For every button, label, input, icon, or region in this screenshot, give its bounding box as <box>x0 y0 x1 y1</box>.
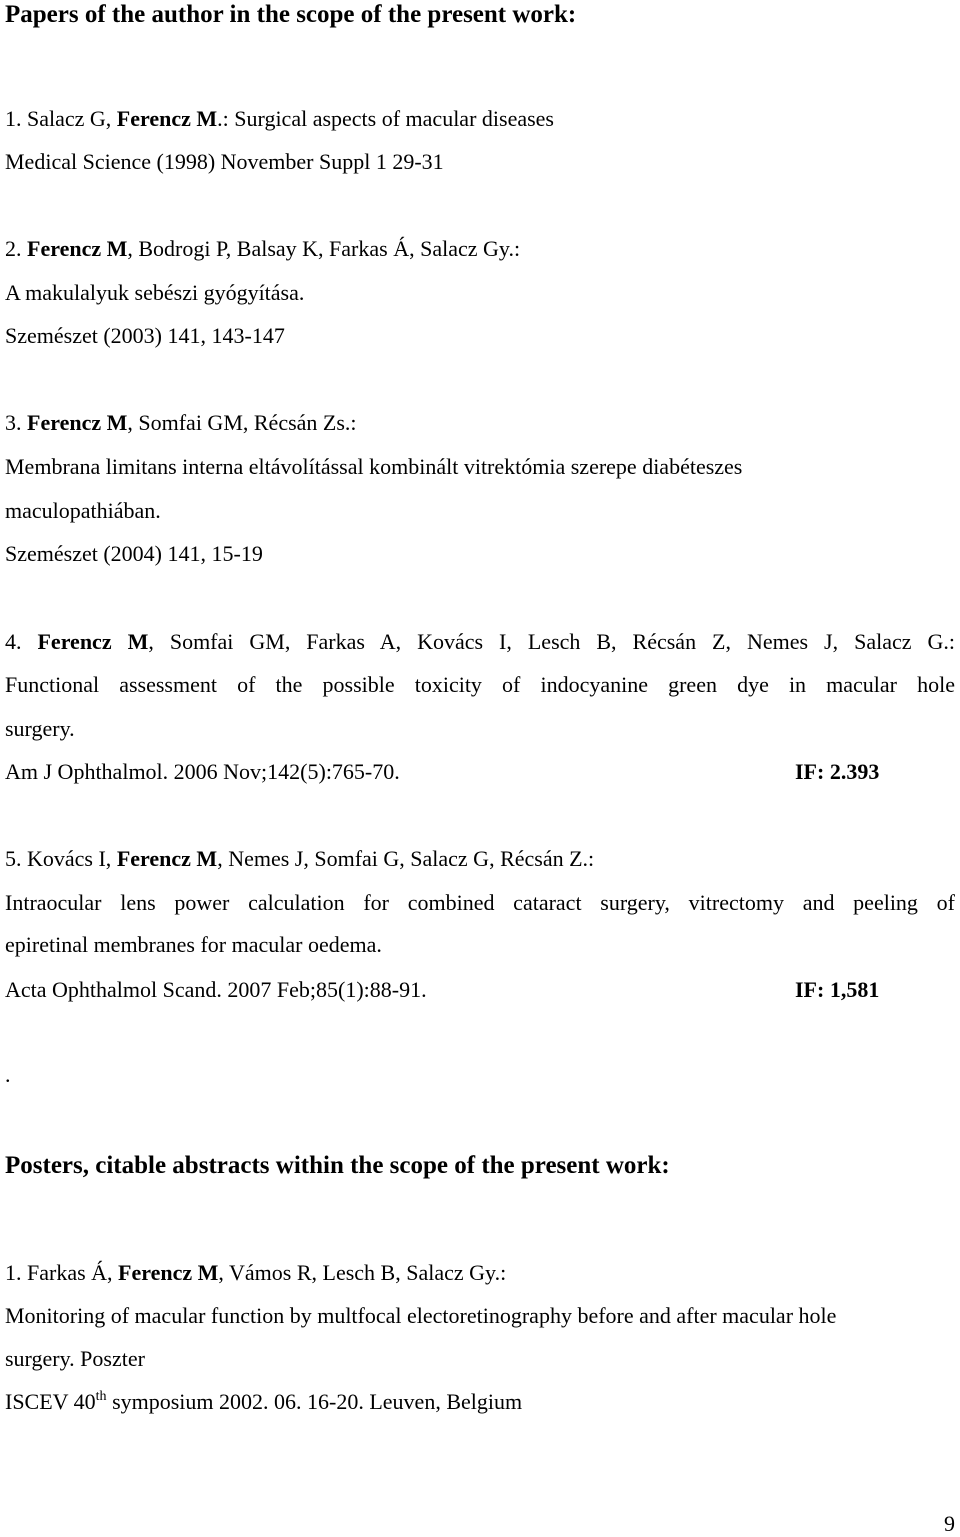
paper-5-author-bold: Ferencz M <box>116 846 218 871</box>
paper-3-authors <box>5 410 357 436</box>
paper-4-title-line-1: Functional assessment of the possible toxicity of indocyanine green dye in macular hole <box>5 672 955 697</box>
poster-1-author-bold: Ferencz M <box>118 1260 219 1285</box>
paper-5-title-line-1: Intraocular lens power calculation for combined cataract surgery, vitrectomy and peeling of <box>5 890 955 915</box>
paper-5-authors <box>5 846 594 872</box>
paper-2-title: A makulalyuk sebészi gyógyítása. <box>5 280 305 305</box>
poster-1-authors-post: , Vámos R, Lesch B, Salacz Gy.: <box>218 1260 507 1285</box>
paper-5-title-line-2: epiretinal membranes for macular oedema. <box>5 932 382 957</box>
paper-2-number: 2. <box>5 236 22 261</box>
page-number: 9 <box>944 1511 955 1536</box>
paper-3-journal: Szemészet (2004) 141, 15-19 <box>5 541 263 566</box>
paper-3-number: 3. <box>5 410 22 435</box>
paper-4-journal <box>5 759 400 785</box>
paper-5-impact-factor: IF: 1,581 <box>795 977 880 1002</box>
paper-5-authors-post: , Nemes J, Somfai G, Salacz G, Récsán Z.: <box>217 846 595 871</box>
paper-2-author-bold: Ferencz M <box>27 236 128 261</box>
paper-3-author-bold: Ferencz M <box>27 410 128 435</box>
paper-2-journal: Szemészet (2003) 141, 143-147 <box>5 323 285 348</box>
paper-1-authors-post: .: Surgical aspects of macular diseases <box>217 106 554 131</box>
paper-4-journal-text: Am J Ophthalmol. 2006 Nov;142(5):765-70. <box>5 759 400 784</box>
paper-5-authors-pre: Kovács I, <box>27 846 112 871</box>
paper-1-authors-pre: Salacz G, <box>27 106 112 131</box>
poster-1-venue-sup: th <box>95 1389 107 1404</box>
poster-1-venue <box>5 1389 522 1415</box>
poster-1-authors-pre: Farkas Á, <box>27 1260 113 1285</box>
paper-1-author-bold: Ferencz M <box>116 106 218 131</box>
poster-1-venue-pre: ISCEV 40 <box>5 1389 96 1414</box>
paper-4-authors <box>5 629 955 655</box>
paper-1-number: 1. <box>5 106 22 131</box>
paper-1-authors <box>5 106 554 132</box>
poster-1-number: 1. <box>5 1260 22 1285</box>
paper-4-title-line-2: surgery. <box>5 716 75 741</box>
paper-4-author-bold: Ferencz M <box>37 629 149 654</box>
paper-1-journal: Medical Science (1998) November Suppl 1 29-31 <box>5 149 444 174</box>
section-heading-posters: Posters, citable abstracts within the scope of the present work: <box>5 1152 670 1179</box>
poster-1-venue-post: symposium 2002. 06. 16-20. Leuven, Belgium <box>106 1389 523 1414</box>
paper-2-authors-post: , Bodrogi P, Balsay K, Farkas Á, Salacz Gy.: <box>127 236 521 261</box>
paper-3-authors-post: , Somfai GM, Récsán Zs.: <box>127 410 357 435</box>
paper-2-authors <box>5 236 520 262</box>
paper-4-authors-post: , Somfai GM, Farkas A, Kovács I, Lesch B, Récsán Z, Nemes J, Salacz G.: <box>148 629 955 654</box>
paper-5-journal: Acta Ophthalmol Scand. 2007 Feb;85(1):88-91. <box>5 977 427 1002</box>
paper-4-number: 4. <box>5 629 22 654</box>
paper-4-impact-factor: IF: 2.393 <box>795 759 880 784</box>
poster-1-authors <box>5 1260 506 1286</box>
poster-1-title-line-2: surgery. Poszter <box>5 1346 145 1371</box>
stray-dot: . <box>5 1062 11 1087</box>
paper-3-title-line-1: Membrana limitans interna eltávolítással kombinált vitrektómia szerepe diabéteszes <box>5 454 743 479</box>
poster-1-title-line-1: Monitoring of macular function by multfocal electoretinography before and after macular hole <box>5 1303 837 1328</box>
paper-3-title-line-2: maculopathiában. <box>5 498 161 523</box>
section-heading-papers: Papers of the author in the scope of the present work: <box>5 1 577 28</box>
paper-5-number: 5. <box>5 846 22 871</box>
